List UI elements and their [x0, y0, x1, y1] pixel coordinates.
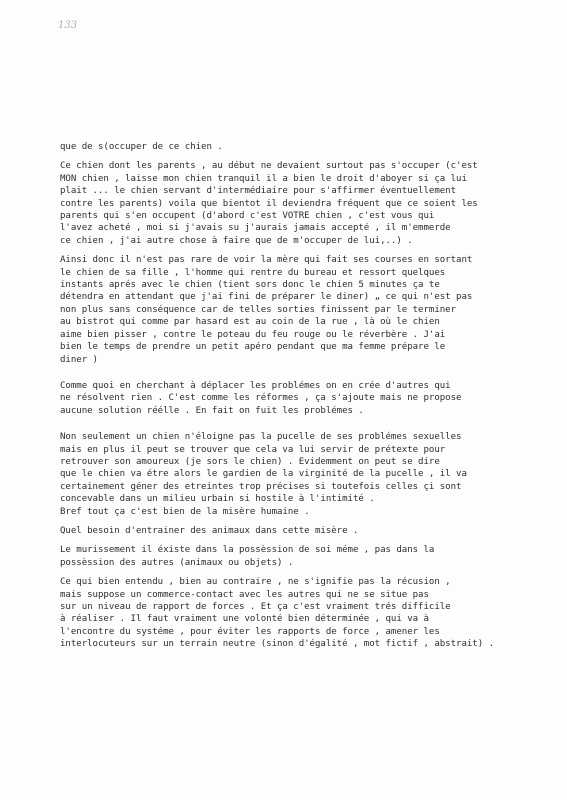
paragraph: [60, 160, 538, 247]
text-line: sur un niveau de rapport de forces . Et ça c'est vraiment trés difficile: [60, 602, 451, 612]
text-line: instants aprés avec le chien (tient sors donc le chien 5 minutes ça te: [60, 280, 440, 291]
text-line: aime bien pisser , contre le poteau du feu rouge ou le réverbère . J'ai: [60, 329, 446, 340]
document-body: [60, 141, 538, 651]
text-line: à réaliser . Il faut vraiment une volonté bien déterminée , qui va à: [60, 614, 429, 625]
text-line: aucune solution réélle . En fait on fuit les problémes .: [60, 405, 364, 416]
text-line: au bistrot qui comme par hasard est au coin de la rue , là où le chien: [60, 317, 440, 328]
paragraph-spacer: [60, 366, 538, 380]
paragraph-spacer: [60, 417, 538, 431]
text-line: diner ): [60, 354, 98, 365]
paragraph-spacer: [60, 569, 538, 576]
text-line: mais suppose un commerce-contact avec les autres qui ne se situe pas: [60, 589, 429, 600]
text-line: Bref tout ça c'est bien de la misère humaine .: [60, 506, 310, 517]
paragraph: [60, 525, 538, 537]
text-line: non plus sans conséquence car de telles sorties finissent par le terminer: [60, 304, 457, 315]
text-line: parents qui s'en occupent (d'abord c'est VOTRE chien , c'est vous qui: [60, 211, 435, 222]
text-line: ce chien , j'ai autre chose à faire que de m'occuper de lui,..) .: [60, 235, 413, 246]
text-line: Le murissement il éxiste dans la possèssion de soi méme , pas dans la: [60, 545, 435, 556]
paragraph: [60, 380, 538, 417]
text-line: que le chien va étre alors le gardien de la virginité de la pucelle , il va: [60, 469, 467, 480]
paragraph: [60, 576, 538, 650]
text-line: le chien de sa fille , l'homme qui rentre du bureau et ressort quelques: [60, 267, 446, 278]
text-line: l'encontre du systéme , pour éviter les rapports de force , amener les: [60, 626, 440, 637]
paragraph-spacer: [60, 537, 538, 544]
text-line: plait ... le chien servant d'intermédiaire pour s'affirmer éventuellement: [60, 186, 457, 197]
paragraph: [60, 141, 538, 153]
paragraph-spacer: [60, 153, 538, 160]
text-line: l'avez acheté , moi si j'avais su j'aurais jamais accepté , il m'emmerde: [60, 223, 451, 234]
text-line: interlocuteurs sur un terrain neutre (sinon d'égalité , mot fictif , abstrait) .: [60, 639, 494, 650]
text-line: Non seulement un chien n'éloigne pas la pucelle de ses problémes sexuelles: [60, 432, 462, 443]
text-line: Comme quoi en cherchant à déplacer les problémes on en crée d'autres qui: [60, 380, 451, 391]
paragraph-spacer: [60, 247, 538, 254]
page-number: 133: [58, 20, 78, 31]
text-line: Ce qui bien entendu , bien au contraire , ne s'ignifie pas la récusion ,: [60, 577, 451, 588]
paragraph: [60, 544, 538, 569]
text-line: contre les parents) voila que bientot il deviendra fréquent que ce soient les: [60, 198, 478, 209]
paragraph: [60, 431, 538, 518]
text-line: Quel besoin d'entrainer des animaux dans cette misère .: [60, 525, 359, 536]
text-line: bien le temps de prendre un petit apéro pendant que ma femme prépare le: [60, 342, 446, 353]
text-line: retrouver son amoureux (je sors le chien) . Evidemment on peut se dire: [60, 456, 440, 467]
text-line: certainement géner des etreintes trop précises si toutefois celles çi sont: [60, 481, 462, 492]
text-line: Ce chien dont les parents , au début ne devaient surtout pas s'occuper (c'est: [60, 161, 478, 172]
text-line: Ainsi donc il n'est pas rare de voir la mère qui fait ses courses en sortant: [60, 255, 473, 266]
paragraph: [60, 254, 538, 366]
text-line: possèssion des autres (animaux ou objets) .: [60, 557, 294, 568]
text-line: concevable dans un milieu urbain si hostile à l'intimité .: [60, 494, 375, 505]
text-line: que de s(occuper de ce chien .: [60, 142, 223, 152]
text-line: mais en plus il peut se trouver que cela va lui servir de prétexte pour: [60, 444, 446, 455]
text-line: MON chien , laisse mon chien tranquil il a bien le droit d'aboyer si ça lui: [60, 173, 467, 184]
text-line: détendra en attendant que j'ai fini de préparer le diner) „ ce qui n'est pas: [60, 292, 473, 303]
text-line: ne résolvent rien . C'est comme les réformes , ça s'ajoute mais ne propose: [60, 393, 462, 404]
paragraph-spacer: [60, 518, 538, 525]
